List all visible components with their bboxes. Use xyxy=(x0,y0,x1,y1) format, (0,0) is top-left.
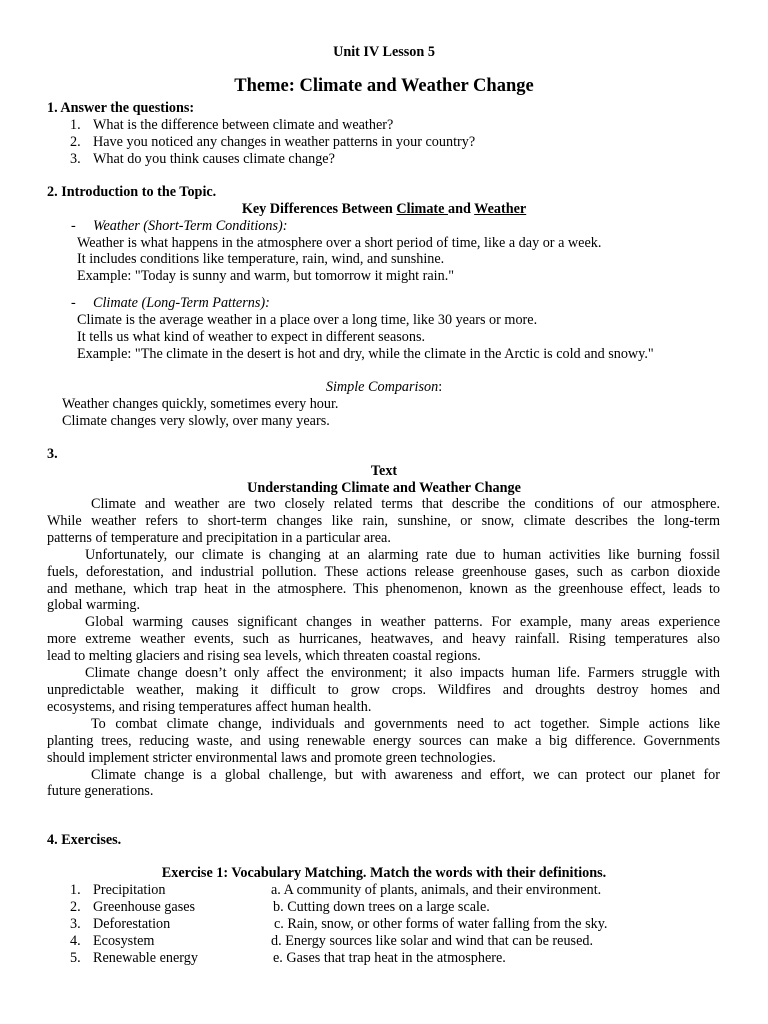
paragraph-line: future generations. xyxy=(47,783,154,800)
vocab-word: Precipitation xyxy=(93,882,166,898)
paragraph-line: and methane, which trap heat in the atmosphere. This phenomenon, known as the greenhouse effect, leads to xyxy=(47,580,720,597)
word-number: 1. xyxy=(70,882,81,898)
vocab-word: Renewable energy xyxy=(93,950,198,966)
paragraph-line: patterns of temperature and precipitation in a particular area. xyxy=(47,529,391,546)
paragraph-line: To combat climate change, individuals and governments need to act together. Simple actions like xyxy=(91,715,720,732)
text-paragraph xyxy=(47,496,720,547)
text-paragraph xyxy=(47,547,720,615)
paragraph-line: lead to melting glaciers and rising sea levels, which threaten coastal regions. xyxy=(47,648,481,665)
climate-line: It tells us what kind of weather to expect in different seasons. xyxy=(77,329,426,345)
comparison-label: Simple Comparison xyxy=(325,379,439,395)
vocab-word: Deforestation xyxy=(93,916,171,932)
weather-line: It includes conditions like temperature, rain, wind, and sunshine. xyxy=(77,251,445,267)
section4-heading: 4. Exercises. xyxy=(47,832,122,848)
paragraph-line: While weather refers to short-term changes like rain, sunshine, or snow, climate describes the long-term xyxy=(47,512,720,529)
section2-heading: 2. Introduction to the Topic. xyxy=(47,184,217,200)
paragraph-line: unpredictable weather, making it difficult to grow crops. Wildfires and droughts destroy homes and xyxy=(47,681,720,698)
text-label: Text xyxy=(370,463,398,479)
text-paragraph xyxy=(47,614,720,665)
subheading-and: and xyxy=(448,201,475,217)
comparison-line: Climate changes very slowly, over many years. xyxy=(62,413,330,429)
bullet-dash: - xyxy=(71,295,76,311)
paragraph-line: Unfortunately, our climate is changing at an alarming rate due to human activities like burning fossil xyxy=(85,546,720,563)
text-paragraph xyxy=(47,716,720,767)
vocab-word: Ecosystem xyxy=(93,933,155,949)
paragraph-line: fuels, deforestation, and industrial pollution. These actions release greenhouse gases, such as carbon dioxide xyxy=(47,563,720,580)
paragraph-line: ecosystems, and rising temperatures affect human health. xyxy=(47,698,372,715)
section3-number: 3. xyxy=(47,446,58,462)
climate-line: Example: "The climate in the desert is hot and dry, while the climate in the Arctic is cold and snowy." xyxy=(77,346,654,362)
unit-header: Unit IV Lesson 5 xyxy=(333,44,435,60)
vocab-definition: a. A community of plants, animals, and their environment. xyxy=(271,882,602,898)
word-number: 4. xyxy=(70,933,81,949)
comparison-line: Weather changes quickly, sometimes every hour. xyxy=(62,396,339,412)
word-number: 2. xyxy=(70,899,81,915)
vocab-definition: b. Cutting down trees on a large scale. xyxy=(273,899,490,915)
question-text: Have you noticed any changes in weather patterns in your country? xyxy=(93,134,476,150)
question-number: 1. xyxy=(70,117,81,133)
question-number: 2. xyxy=(70,134,81,150)
paragraph-line: Climate and weather are two closely related terms that describe the conditions of our atmosphere. xyxy=(91,496,720,512)
reading-text xyxy=(47,496,720,800)
weather-line: Example: "Today is sunny and warm, but tomorrow it might rain." xyxy=(77,268,455,284)
text-paragraph xyxy=(47,665,720,716)
paragraph-line: Climate change is a global challenge, but with awareness and effort, we can protect our planet for xyxy=(91,766,720,783)
question-text: What do you think causes climate change? xyxy=(93,151,335,167)
text-title: Understanding Climate and Weather Change xyxy=(247,480,521,496)
subheading-climate: Climate xyxy=(396,201,448,217)
weather-label: Weather (Short-Term Conditions): xyxy=(93,218,288,234)
paragraph-line: more extreme weather events, such as hurricanes, heatwaves, and heavy rainfall. Rising temperatures also xyxy=(47,631,720,648)
subheading-prefix: Key Differences Between xyxy=(241,201,397,217)
weather-line: Weather is what happens in the atmosphere over a short period of time, like a day or a week. xyxy=(77,235,602,251)
climate-label: Climate (Long-Term Patterns): xyxy=(93,295,270,311)
text-paragraph xyxy=(47,767,720,801)
vocab-definition: c. Rain, snow, or other forms of water falling from the sky. xyxy=(274,916,608,932)
bullet-dash: - xyxy=(71,218,76,234)
vocab-word: Greenhouse gases xyxy=(93,899,196,915)
section1-heading: 1. Answer the questions: xyxy=(47,100,195,116)
paragraph-line: Climate change doesn’t only affect the environment; it also impacts human life. Farmers struggle with xyxy=(85,665,720,682)
vocab-definition: d. Energy sources like solar and wind that can be reused. xyxy=(271,933,594,949)
paragraph-line: global warming. xyxy=(47,597,140,614)
word-number: 3. xyxy=(70,916,81,932)
exercise1-title: Exercise 1: Vocabulary Matching. Match the words with their definitions. xyxy=(161,865,607,881)
key-differences-subheading xyxy=(0,201,768,218)
simple-comparison-heading xyxy=(0,379,768,396)
paragraph-line: Global warming causes significant changes in weather patterns. For example, many areas experience xyxy=(85,614,720,631)
paragraph-line: planting trees, reducing waste, and using renewable energy sources can make a big difference. Governments xyxy=(47,732,720,749)
theme-title: Theme: Climate and Weather Change xyxy=(234,76,534,96)
comparison-colon: : xyxy=(438,379,443,395)
question-text: What is the difference between climate and weather? xyxy=(93,117,394,133)
paragraph-line: should implement stricter environmental laws and promote green technologies. xyxy=(47,749,496,766)
climate-line: Climate is the average weather in a place over a long time, like 30 years or more. xyxy=(77,312,538,328)
vocab-definition: e. Gases that trap heat in the atmosphere. xyxy=(273,950,506,966)
word-number: 5. xyxy=(70,950,81,966)
subheading-weather: Weather xyxy=(474,201,527,217)
question-number: 3. xyxy=(70,151,81,167)
